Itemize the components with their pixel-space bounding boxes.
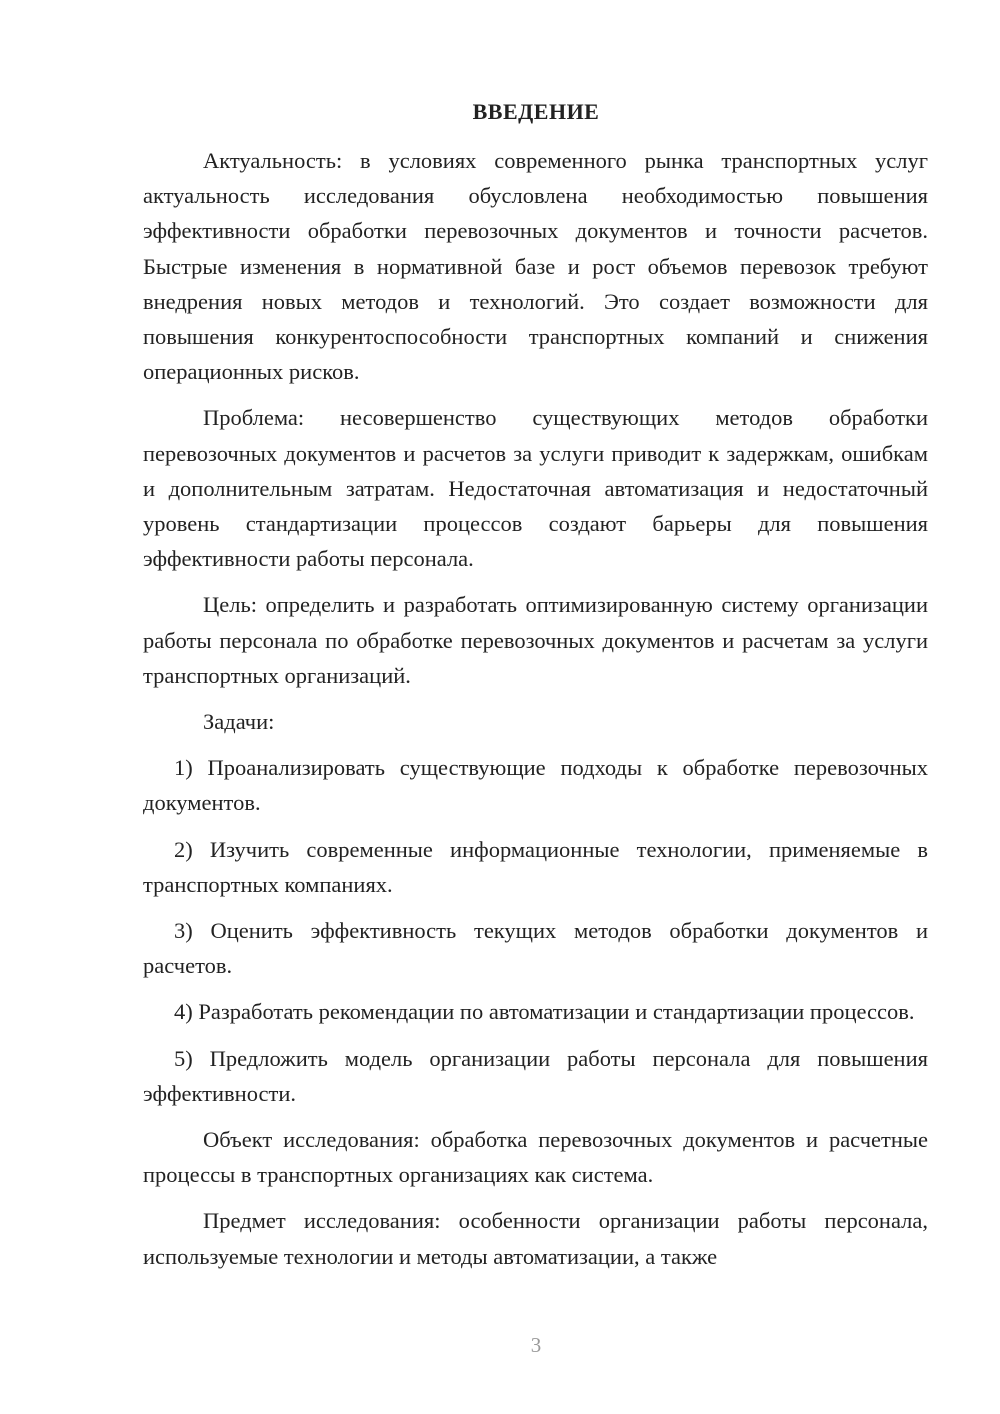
- task-item-1: 1) Проанализировать существующие подходы к обработке перевозочных документов.: [143, 755, 928, 816]
- paragraph-relevance: Актуальность: в условиях современного рынка транспортных услуг актуальность исследования обусловлена необходимостью повышения эффективности обработки перевозочных документов и точности расчетов. Быстрые изменения в нормативной базе и рост объемов перевозок требуют внедрения новых методов и технологий. Это создает возможности для повышения конкурентоспособности транспортных компаний и снижения операционных рисков.: [143, 148, 928, 385]
- task-item-2: 2) Изучить современные информационные технологии, применяемые в транспортных компаниях.: [143, 836, 928, 897]
- paragraph-subject: Предмет исследования: особенности организации работы персонала, используемые технологии и методы автоматизации, а также: [143, 1208, 928, 1269]
- paragraph-object: Объект исследования: обработка перевозочных документов и расчетные процессы в транспортных организациях как система.: [143, 1127, 928, 1188]
- task-item-3: 3) Оценить эффективность текущих методов обработки документов и расчетов.: [143, 918, 928, 979]
- task-item-5: 5) Предложить модель организации работы персонала для повышения эффективности.: [143, 1045, 928, 1106]
- paragraph-goal: Цель: определить и разработать оптимизированную систему организации работы персонала по обработке перевозочных документов и расчетам за услуги транспортных организаций.: [143, 592, 928, 688]
- section-heading: ВВЕДЕНИЕ: [472, 99, 600, 124]
- document-body: [143, 143, 928, 1285]
- task-item-4: 4) Разработать рекомендации по автоматизации и стандартизации процессов.: [174, 999, 915, 1025]
- paragraph-tasks-heading: Задачи:: [203, 709, 275, 735]
- paragraph-problem: Проблема: несовершенство существующих методов обработки перевозочных документов и расчетов за услуги приводит к задержкам, ошибкам и дополнительным затратам. Недостаточная автоматизация и недостаточный уровень стандартизации процессов создают барьеры для повышения эффективности работы персонала.: [143, 405, 928, 572]
- page-number: 3: [530, 1333, 542, 1357]
